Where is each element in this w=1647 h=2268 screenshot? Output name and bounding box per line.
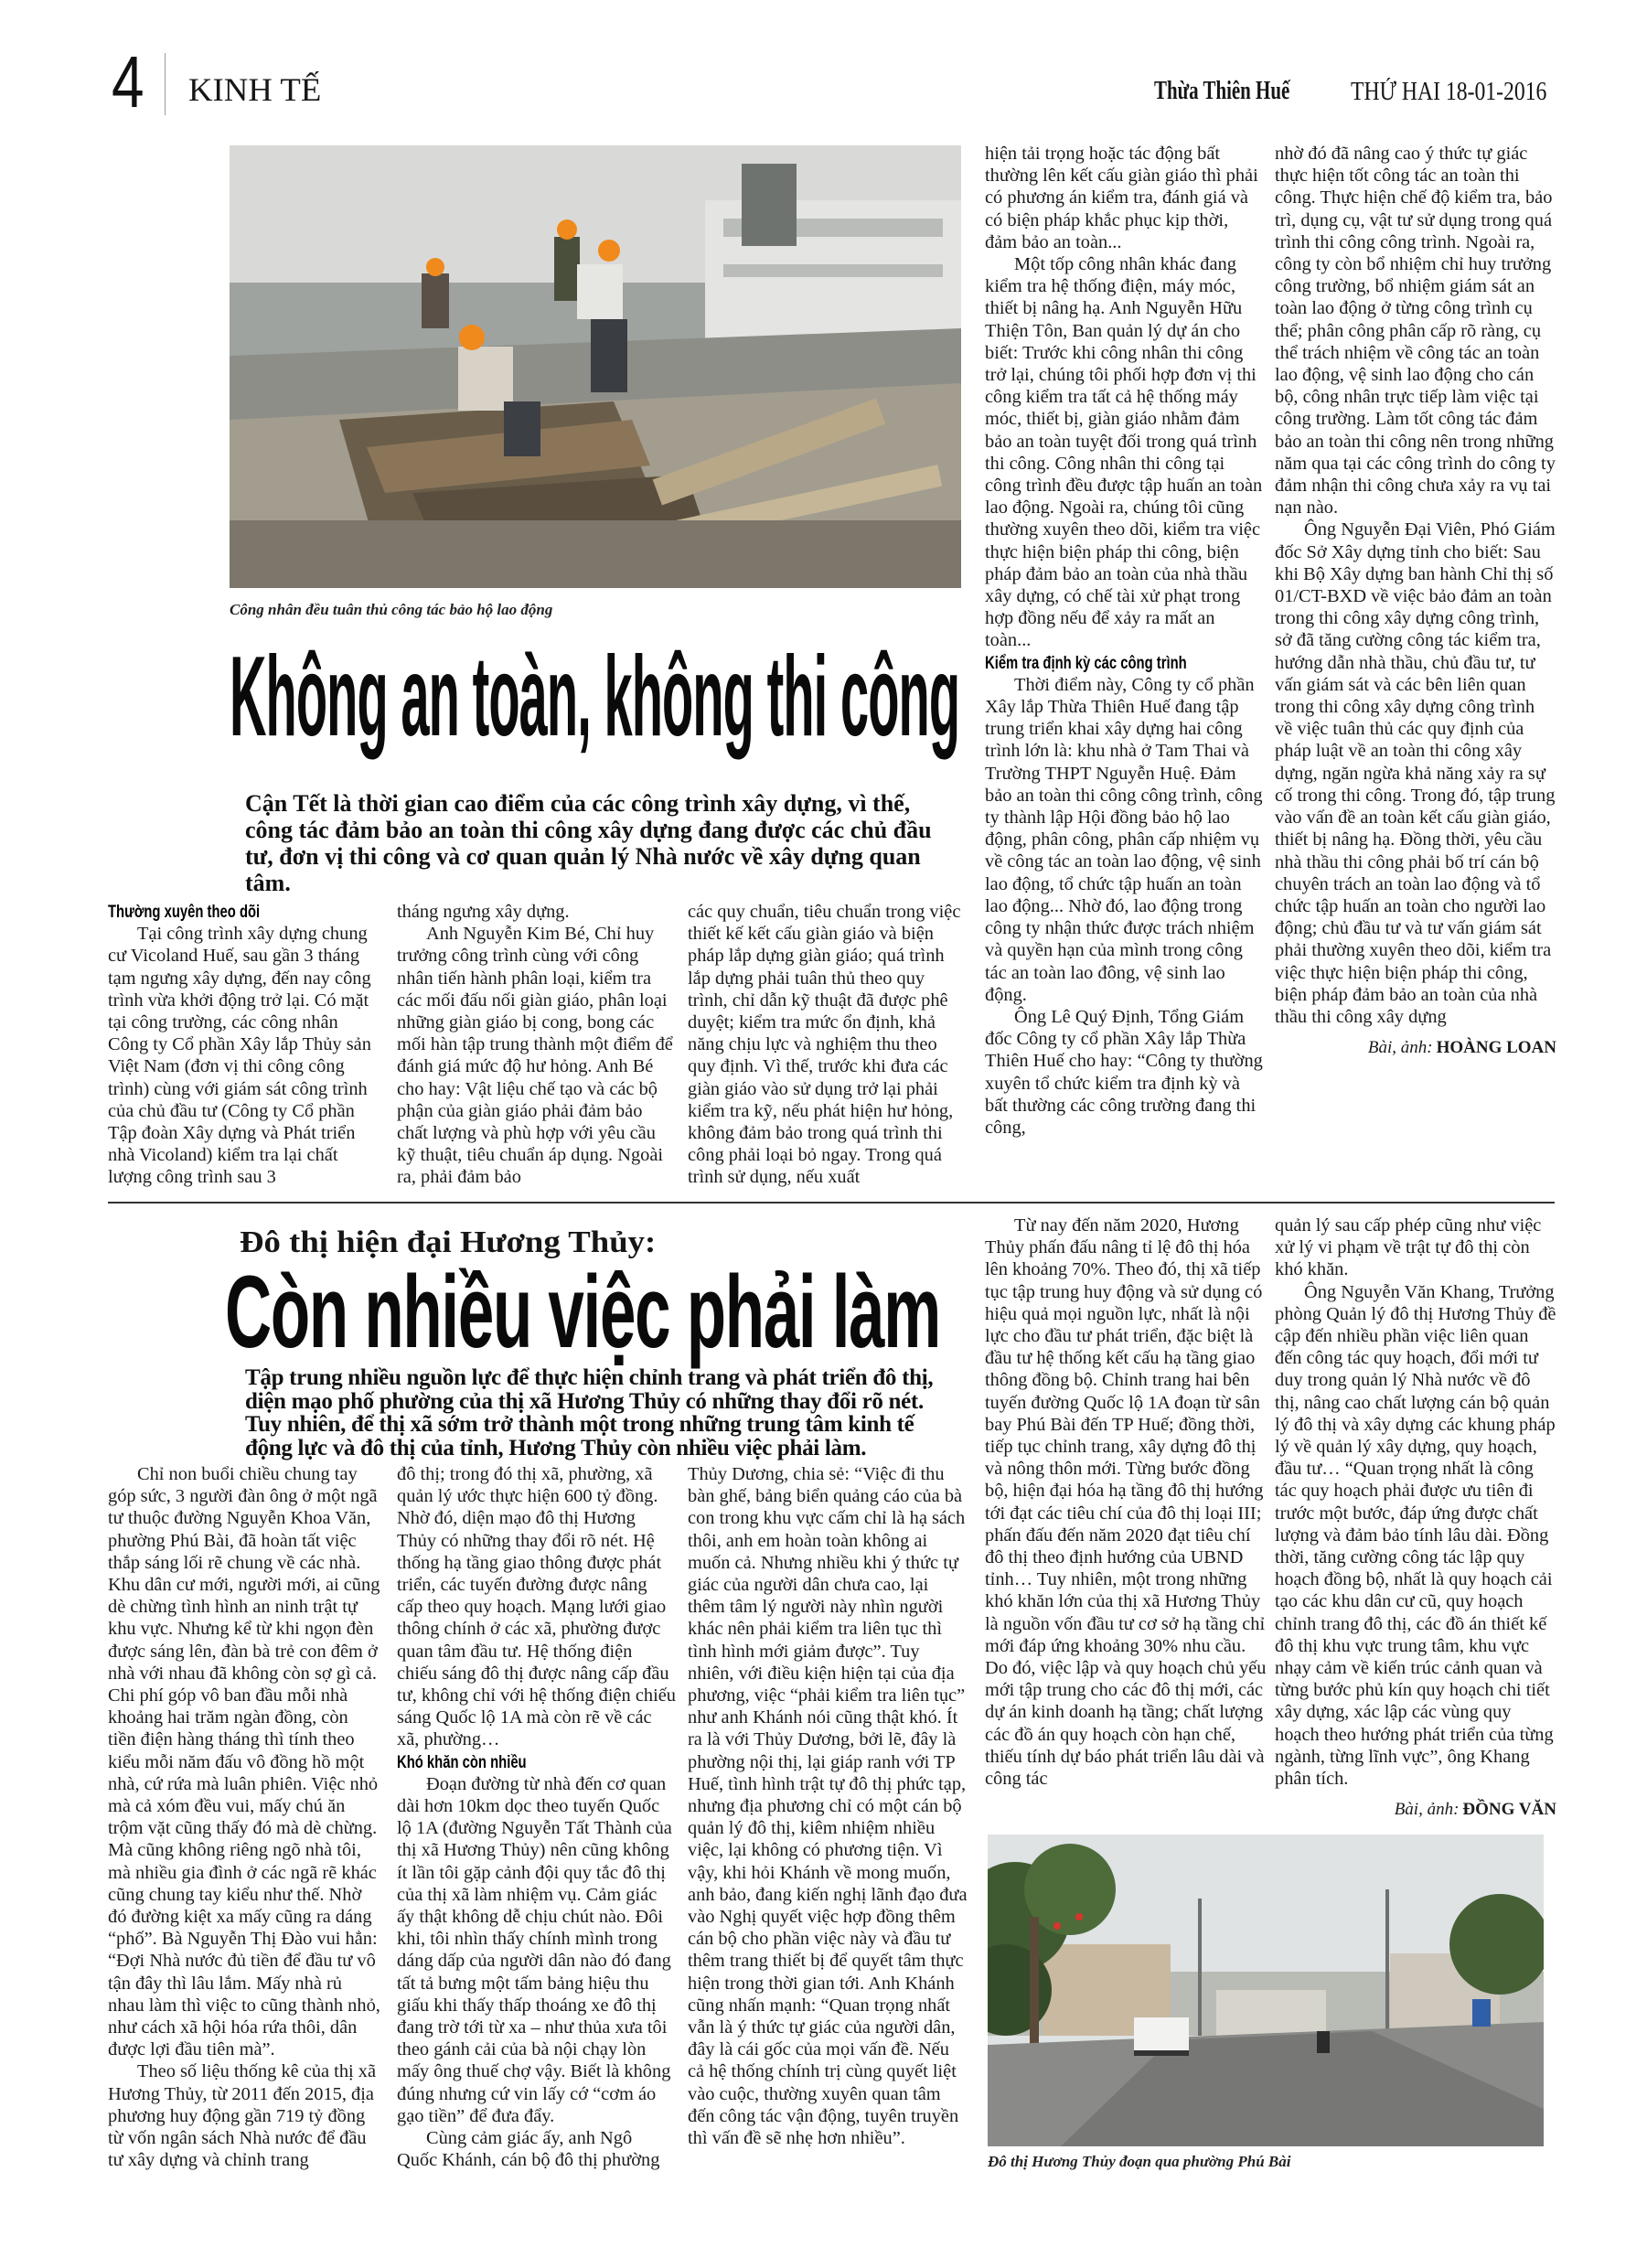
body-paragraph: tháng ngưng xây dựng. bbox=[397, 902, 570, 922]
body-paragraph: Từ nay đến năm 2020, Hương Thủy phấn đấu nâng tỉ lệ đô thị hóa lên khoảng 70%. Theo đó, thị xã tiếp tục tập trung huy động và sử dụng có hiệu quả mọi nguồn lực, nhất là nội lực cho đầu tư phát triển, đặc biệt là đầu tư hệ thống kết cấu hạ tầng giao thông đồng bộ. Chỉnh trang hai bên tuyến đường Quốc lộ 1A đoạn từ sân bay Phú Bài đến TP Huế; đồng thời, tiếp tục chỉnh trang, xây dựng đô thị và nông thôn mới. Từng bước đồng bộ, hiện đại hóa hạ tầng đô thị hướng tới đạt các tiêu chí của đô thị loại III; phấn đấu đến năm 2020 đạt tiêu chí đô thị theo định hướng của UBND tỉnh… Tuy nhiên, một trong những khó khăn lớn của thị xã Hương Thủy là nguồn vốn đầu tư cơ sở hạ tầng chỉ mới đáp ứng khoảng 30% nhu cầu. Do đó, việc lập và quy hoạch chủ yếu mới tập trung cho các đô thị mới, các dự án kinh doanh hạ tầng; chất lượng các đồ án quy hoạch còn hạn chế, thiếu tính dự báo phát triển lâu dài và công tác bbox=[985, 1215, 1267, 1790]
photo-caption: Đô thị Hương Thủy đoạn qua phường Phú Bài bbox=[988, 2153, 1291, 2170]
body-paragraph: quản lý sau cấp phép cũng như việc xử lý vi phạm về trật tự đô thị còn khó khăn. bbox=[1275, 1215, 1542, 1280]
article2-column-5 bbox=[1275, 1214, 1556, 1821]
column-body bbox=[108, 1463, 380, 2172]
column-body bbox=[397, 1463, 677, 2171]
article-headline: Không an toàn, không thi công bbox=[230, 634, 960, 760]
article1-column-5 bbox=[1275, 143, 1556, 1059]
newspaper-name: Thừa Thiên Huế bbox=[1154, 77, 1290, 105]
street-photo bbox=[988, 1835, 1544, 2146]
body-paragraph: Thời điểm này, Công ty cổ phần Xây lắp Thừa Thiên Huế đang tập trung triển khai xây dựng hai công trình lớn là: khu nhà ở Tam Thai và Trường THPT Nguyễn Huệ. Đảm bảo an toàn thi công công trình, công ty thành lập Hội đồng bảo hộ lao động, phân công, phân cấp nhiệm vụ về công tác an toàn lao động, vệ sinh lao động, tổ chức tập huấn an toàn lao động... Nhờ đó, lao động trong công ty nhận thức được trách nhiệm và quyền hạn của mình trong công tác an toàn lao đông, vệ sinh lao động. bbox=[985, 674, 1263, 1005]
subheading-text: Kiểm tra định kỳ các công trình bbox=[985, 653, 1187, 673]
body-paragraph: Tại công trình xây dựng chung cư Vicoland Huế, sau gần 3 tháng tạm ngưng xây dựng, đến nay công trình vừa khởi động trở lại. Có mặt tại công trường, các công nhân Công ty Cổ phần Xây lắp Thủy sản Việt Nam (đơn vị thi công công trình) cùng với giám sát công trình của chủ đầu tư (Công ty Cổ phần Tập đoàn Xây dựng và Phát triển nhà Vicoland) kiểm tra lại chất lượng công trình sau 3 bbox=[108, 924, 371, 1188]
byline-author: HOÀNG LOAN bbox=[1436, 1038, 1556, 1058]
body-paragraph: Ông Nguyễn Văn Khang, Trưởng phòng Quản lý đô thị Hương Thủy đề cập đến nhiều phần việc liên quan đến công tác quy hoạch, đổi mới tư duy trong quản lý Nhà nước về đô thị, nâng cao chất lượng cán bộ quản lý đô thị và xây dựng các khung pháp lý về quản lý xây dựng, quy hoạch, đầu tư… “Quan trọng nhất là công tác quy hoạch phải được ưu tiên đi trước một bước, đáp ứng được chất lượng và đảm bảo tính lâu dài. Đồng thời, tăng cường công tác lập quy hoạch đồng bộ, nhất là quy hoạch cải tạo các khu dân cư cũ, quy hoạch chỉnh trang đô thị, các đồ án thiết kế đô thị khu vực trung tâm, khu vực nhạy cảm về kiến trúc cảnh quan và từng bước phủ kín quy hoạch chi tiết xây dựng, xác lập các vùng quy hoạch theo hướng phát triển của từng ngành, từng lĩnh vực”, ông Khang phân tích. bbox=[1275, 1281, 1556, 1790]
byline-label: Bài, ảnh: bbox=[1367, 1038, 1433, 1058]
article-divider bbox=[108, 1202, 1555, 1204]
body-paragraph: Thủy Dương, chia sẻ: “Việc đi thu bàn ghế, bảng biển quảng cáo của bà con trong khu vực cấm chỉ là hạ sách thôi, anh em hoàn toàn không ai muốn cả. Nhưng nhiều khi ý thức tự giác của người dân chưa cao, lại thêm tâm lý người này nhìn người khác nên phải kiểm tra liên tục thì tình hình mới giảm được”. Tuy nhiên, với điều kiện hiện tại của địa phương, việc “phải kiểm tra liên tục” như anh Khánh nói cũng thật khó. Ít ra là với Thủy Dương, bởi lẽ, đây là phường nội thị, lại giáp ranh với TP Huế, tình hình trật tự đô thị phức tạp, nhưng địa phương chỉ có một cán bộ quản lý đô thị, kiêm nhiệm nhiều việc, lại không có phương tiện. Vì vậy, khi hỏi Khánh về mong muốn, anh bảo, đang kiến nghị lãnh đạo đưa vào Nghị quyết việc hợp đồng thêm cán bộ cho phần việc này và đầu tư thêm trang thiết bị để quyết tâm thực hiện trong thời gian tới. Anh Khánh cũng nhấn mạnh: “Quan trọng nhất vẫn là ý thức tự giác của người dân, đây là cái gốc của mọi vấn đề. Nếu cả hệ thống chính trị cùng quyết liệt vào cuộc, thường xuyên quan tâm đến công tác vận động, tuyên truyền thì vấn đề sẽ nhẹ hơn nhiều”. bbox=[688, 1464, 968, 2149]
issue-date: THỨ HAI 18-01-2016 bbox=[1351, 78, 1547, 106]
section-title: KINH TẾ bbox=[188, 71, 322, 108]
header-divider bbox=[165, 53, 166, 115]
byline-author: ĐỒNG VĂN bbox=[1462, 1800, 1556, 1820]
body-paragraph: Chỉ non buổi chiều chung tay góp sức, 3 người đàn ông ở một ngã tư thuộc đường Nguyễn Khoa Văn, phường Phú Bài, đã hoàn tất việc thắp sáng lối rẽ chung về các nhà. Khu dân cư mới, người mới, ai cũng dè chừng tình hình an ninh trật tự khu vực. Nhưng kể từ khi ngọn đèn được sáng lên, đàn bà trẻ con đêm ở nhà với nhau đã không còn sợ gì cả. Chi phí góp vô ban đầu mỗi nhà khoảng hai trăm ngàn đồng, còn tiền điện hàng tháng thì tính theo kiểu mỗi năm đấu vô đồng hồ một nhà, cứ rứa mà luân phiên. Việc nhỏ mà cả xóm đều vui, mấy chú ăn trộm vặt cũng thấy đó mà dè chừng. Mà cũng không riêng ngõ nhà tôi, mà nhiều gia đình ở các ngã rẽ khác cũng chung tay kiểu như thế. Nhờ đó đường kiệt xa mấy cũng ra dáng “phố”. Bà Nguyễn Thị Đào vui hẳn: “Đợi Nhà nước đủ tiền để đầu tư vô tận đây thì lâu lắm. Mấy nhà rủ nhau làm thì việc to cũng thành nhỏ, như cách xã hội hóa rứa thôi, dân được lợi đầu tiên mà”. bbox=[108, 1464, 380, 2060]
body-paragraph: đô thị; trong đó thị xã, phường, xã quản lý ước thực hiện 600 tỷ đồng. Nhờ đó, diện mạo đô thị Hương Thủy có những thay đổi rõ nét. Hệ thống hạ tầng giao thông được phát triển, các tuyến đường được nâng cấp theo quy hoạch. Mạng lưới giao thông chính ở các xã, phường được quan tâm đầu tư. Hệ thống điện chiếu sáng đô thị được nâng cấp đầu tư, không chỉ với hệ thống điện chiếu sáng Quốc lộ 1A mà còn rẽ về các xã, phường… bbox=[397, 1464, 676, 1750]
article2-byline bbox=[1275, 1799, 1556, 1821]
column-body bbox=[985, 143, 1265, 1139]
article1-column-3 bbox=[688, 901, 968, 1189]
body-paragraph: Cùng cảm giác ấy, anh Ngô Quốc Khánh, cán bộ đô thị phường bbox=[397, 2128, 660, 2171]
column-body bbox=[1275, 1214, 1556, 1790]
article-lede: Cận Tết là thời gian cao điểm của các công trình xây dựng, vì thế, công tác đảm bảo an toàn thi công xây dựng đang được các chủ đầu tư, đơn vị thi công và cơ quan quản lý Nhà nước về xây dựng quan tâm. bbox=[245, 790, 932, 896]
body-paragraph: các quy chuẩn, tiêu chuẩn trong việc thiết kế kết cấu giàn giáo và biện pháp lắp dựng giàn giáo; quá trình lắp dựng phải tuân thủ theo quy trình, chỉ dẫn kỹ thuật đã được phê duyệt; kiểm tra mức ổn định, khả năng chịu lực và nghiệm thu theo quy định. Vì thế, trước khi đưa các giàn giáo vào sử dụng trở lại phải kiểm tra kỹ, nếu phát hiện hư hỏng, không đảm bảo trong quá trình thi công phải loại bỏ ngay. Trong quá trình sử dụng, nếu xuất bbox=[688, 902, 961, 1188]
subheading-text: Khó khăn còn nhiều bbox=[397, 1752, 527, 1772]
article2-column-1 bbox=[108, 1463, 380, 2172]
body-paragraph: nhờ đó đã nâng cao ý thức tự giác thực hiện tốt công tác an toàn thi công. Thực hiện chế độ kiểm tra, bảo trì, dụng cụ, vật tư sử dụng trong quá trình thi công công trình. Ngoài ra, công ty còn bổ nhiệm chỉ huy trưởng công trường, bổ nhiệm giám sát an toàn lao động ở từng công trình cụ thể; phân công phân cấp rõ ràng, cụ thể trách nhiệm về công tác an toàn lao động, vệ sinh lao động cho cán bộ, công nhân trực tiếp làm việc tại công trường. Làm tốt công tác đảm bảo an toàn thi công nên trong những năm qua tại các công trình do công ty đảm nhận thi công chưa xảy ra vụ tai nạn nào. bbox=[1275, 144, 1556, 519]
body-paragraph: Ông Nguyễn Đại Viên, Phó Giám đốc Sở Xây dựng tỉnh cho biết: Sau khi Bộ Xây dựng ban hành Chỉ thị số 01/CT-BXD về việc bảo đảm an toàn trong thi công xây dựng công trình, sở đã tăng cường công tác kiểm tra, hướng dẫn nhà thầu, chủ đầu tư, tư vấn giám sát và các bên liên quan trong thi công xây dựng công trình về việc tuân thủ các quy định của pháp luật về an toàn thi công xây dựng, ngăn ngừa khả năng xảy ra sự cố trong thi công. Trong đó, tập trung vào vấn đề an toàn kết cấu giàn giáo, thiết bị nâng hạ. Đồng thời, yêu cầu nhà thầu thi công phải bố trí cán bộ chuyên trách an toàn lao động và tổ chức tập huấn an toàn cho người lao động; chủ đầu tư và tư vấn giám sát phải thường xuyên theo dõi, kiểm tra việc thực hiện biện pháp thi công, biện pháp đảm bảo an toàn của nhà thầu thi công xây dựng bbox=[1275, 519, 1556, 1027]
article-headline: Còn nhiều việc phải làm bbox=[225, 1255, 941, 1369]
article2-column-2 bbox=[397, 1463, 677, 2171]
column-body bbox=[1275, 143, 1556, 1028]
page-number: 4 bbox=[112, 41, 144, 123]
article1-column-4 bbox=[985, 143, 1265, 1139]
article-kicker: Đô thị hiện đại Hương Thủy: bbox=[240, 1225, 657, 1259]
article2-column-3 bbox=[688, 1463, 969, 2149]
column-body bbox=[397, 901, 673, 1189]
construction-workers-photo bbox=[230, 145, 961, 588]
section-subheading bbox=[985, 652, 1265, 674]
column-body bbox=[688, 901, 968, 1189]
body-paragraph: Một tốp công nhân khác đang kiểm tra hệ thống điện, máy móc, thiết bị nâng hạ. Anh Nguyễn Hữu Thiện Tôn, Ban quản lý dự án cho biết: Trước khi công nhân thi công trở lại, chúng tôi phối hợp đơn vị thi công kiểm tra tất cả hệ thống máy móc, thiết bị, giàn giáo nhằm đảm bảo an toàn tuyệt đối trong quá trình thi công. Công nhân thi công tại công trình đều được tập huấn an toàn lao động. Ngoài ra, chúng tôi cũng thường xuyên theo dõi, kiểm tra việc thực hiện biện pháp thi công, biện pháp đảm bảo an toàn của nhà thầu xây dựng, có chế tài xử phạt trong hợp đồng nếu để xảy ra mất an toàn... bbox=[985, 254, 1263, 651]
body-paragraph: hiện tải trọng hoặc tác động bất thường lên kết cấu giàn giáo thì phải có phương án kiểm tra, đánh giá và có biện pháp khắc phục kịp thời, đảm bảo an toàn... bbox=[985, 144, 1258, 252]
article2-column-4 bbox=[985, 1214, 1267, 1790]
body-paragraph: Anh Nguyễn Kim Bé, Chỉ huy trưởng công trình cùng với công nhân tiến hành phân loại, kiểm tra các mối đấu nối giàn giáo, phân loại những giàn giáo bị cong, bong các mối hàn tập trung thành một điểm để đánh giá mức độ hư hỏng. Anh Bé cho hay: Vật liệu chế tạo và các bộ phận của giàn giáo phải đảm bảo chất lượng và phù hợp với yêu cầu kỹ thuật, tiêu chuẩn áp dụng. Ngoài ra, phải đảm bảo bbox=[397, 924, 673, 1188]
article1-column-1 bbox=[108, 901, 379, 1189]
photo-caption: Công nhân đều tuân thủ công tác bảo hộ lao động bbox=[230, 601, 553, 618]
section-subheading bbox=[108, 901, 379, 923]
column-body bbox=[985, 1214, 1267, 1790]
column-body bbox=[108, 901, 379, 1189]
column-body bbox=[688, 1463, 969, 2149]
byline-label: Bài, ảnh: bbox=[1394, 1800, 1460, 1820]
article1-column-2 bbox=[397, 901, 673, 1189]
body-paragraph: Ông Lê Quý Định, Tổng Giám đốc Công ty cổ phần Xây lắp Thừa Thiên Huế cho hay: “Công ty thường xuyên tổ chức kiểm tra định kỳ và bất thường các công trường đang thi công, bbox=[985, 1006, 1263, 1138]
article-lede: Tập trung nhiều nguồn lực để thực hiện chỉnh trang và phát triển đô thị, diện mạo phố phường của thị xã Hương Thủy có những thay đổi rõ nét. Tuy nhiên, để thị xã sớm trở thành một trong những trung tâm kinh tế động lực và đô thị của tỉnh, Hương Thủy còn nhiều việc phải làm. bbox=[245, 1365, 934, 1460]
article1-byline bbox=[1275, 1037, 1556, 1059]
subheading-text: Thường xuyên theo dõi bbox=[108, 903, 261, 922]
body-paragraph: Theo số liệu thống kê của thị xã Hương Thủy, từ 2011 đến 2015, địa phương huy động gần 719 tỷ đồng từ vốn ngân sách Nhà nước để đầu tư xây dựng và chỉnh trang bbox=[108, 2061, 377, 2171]
body-paragraph: Đoạn đường từ nhà đến cơ quan dài hơn 10km dọc theo tuyến Quốc lộ 1A (đường Nguyễn Tất Thành của thị xã Hương Thủy) nên cũng không ít lần tôi gặp cảnh đội quy tắc đô thị của thị xã làm nhiệm vụ. Cảm giác ấy thật không dễ chịu chút nào. Đôi khi, tôi nhìn thấy chính mình trong dáng dấp của người dân nào đó đang tất tả bưng một tấm bảng hiệu thu giấu khi thấy thấp thoáng xe đô thị đang trờ tới từ xa – như thủa xưa tôi theo gánh cải của bà nội chạy lòn mấy ông thuế chợ vậy. Biết là không đúng nhưng cứ vin lấy cớ “cơm áo gạo tiền” để đưa đẩy. bbox=[397, 1773, 672, 2126]
section-subheading bbox=[397, 1751, 677, 1773]
